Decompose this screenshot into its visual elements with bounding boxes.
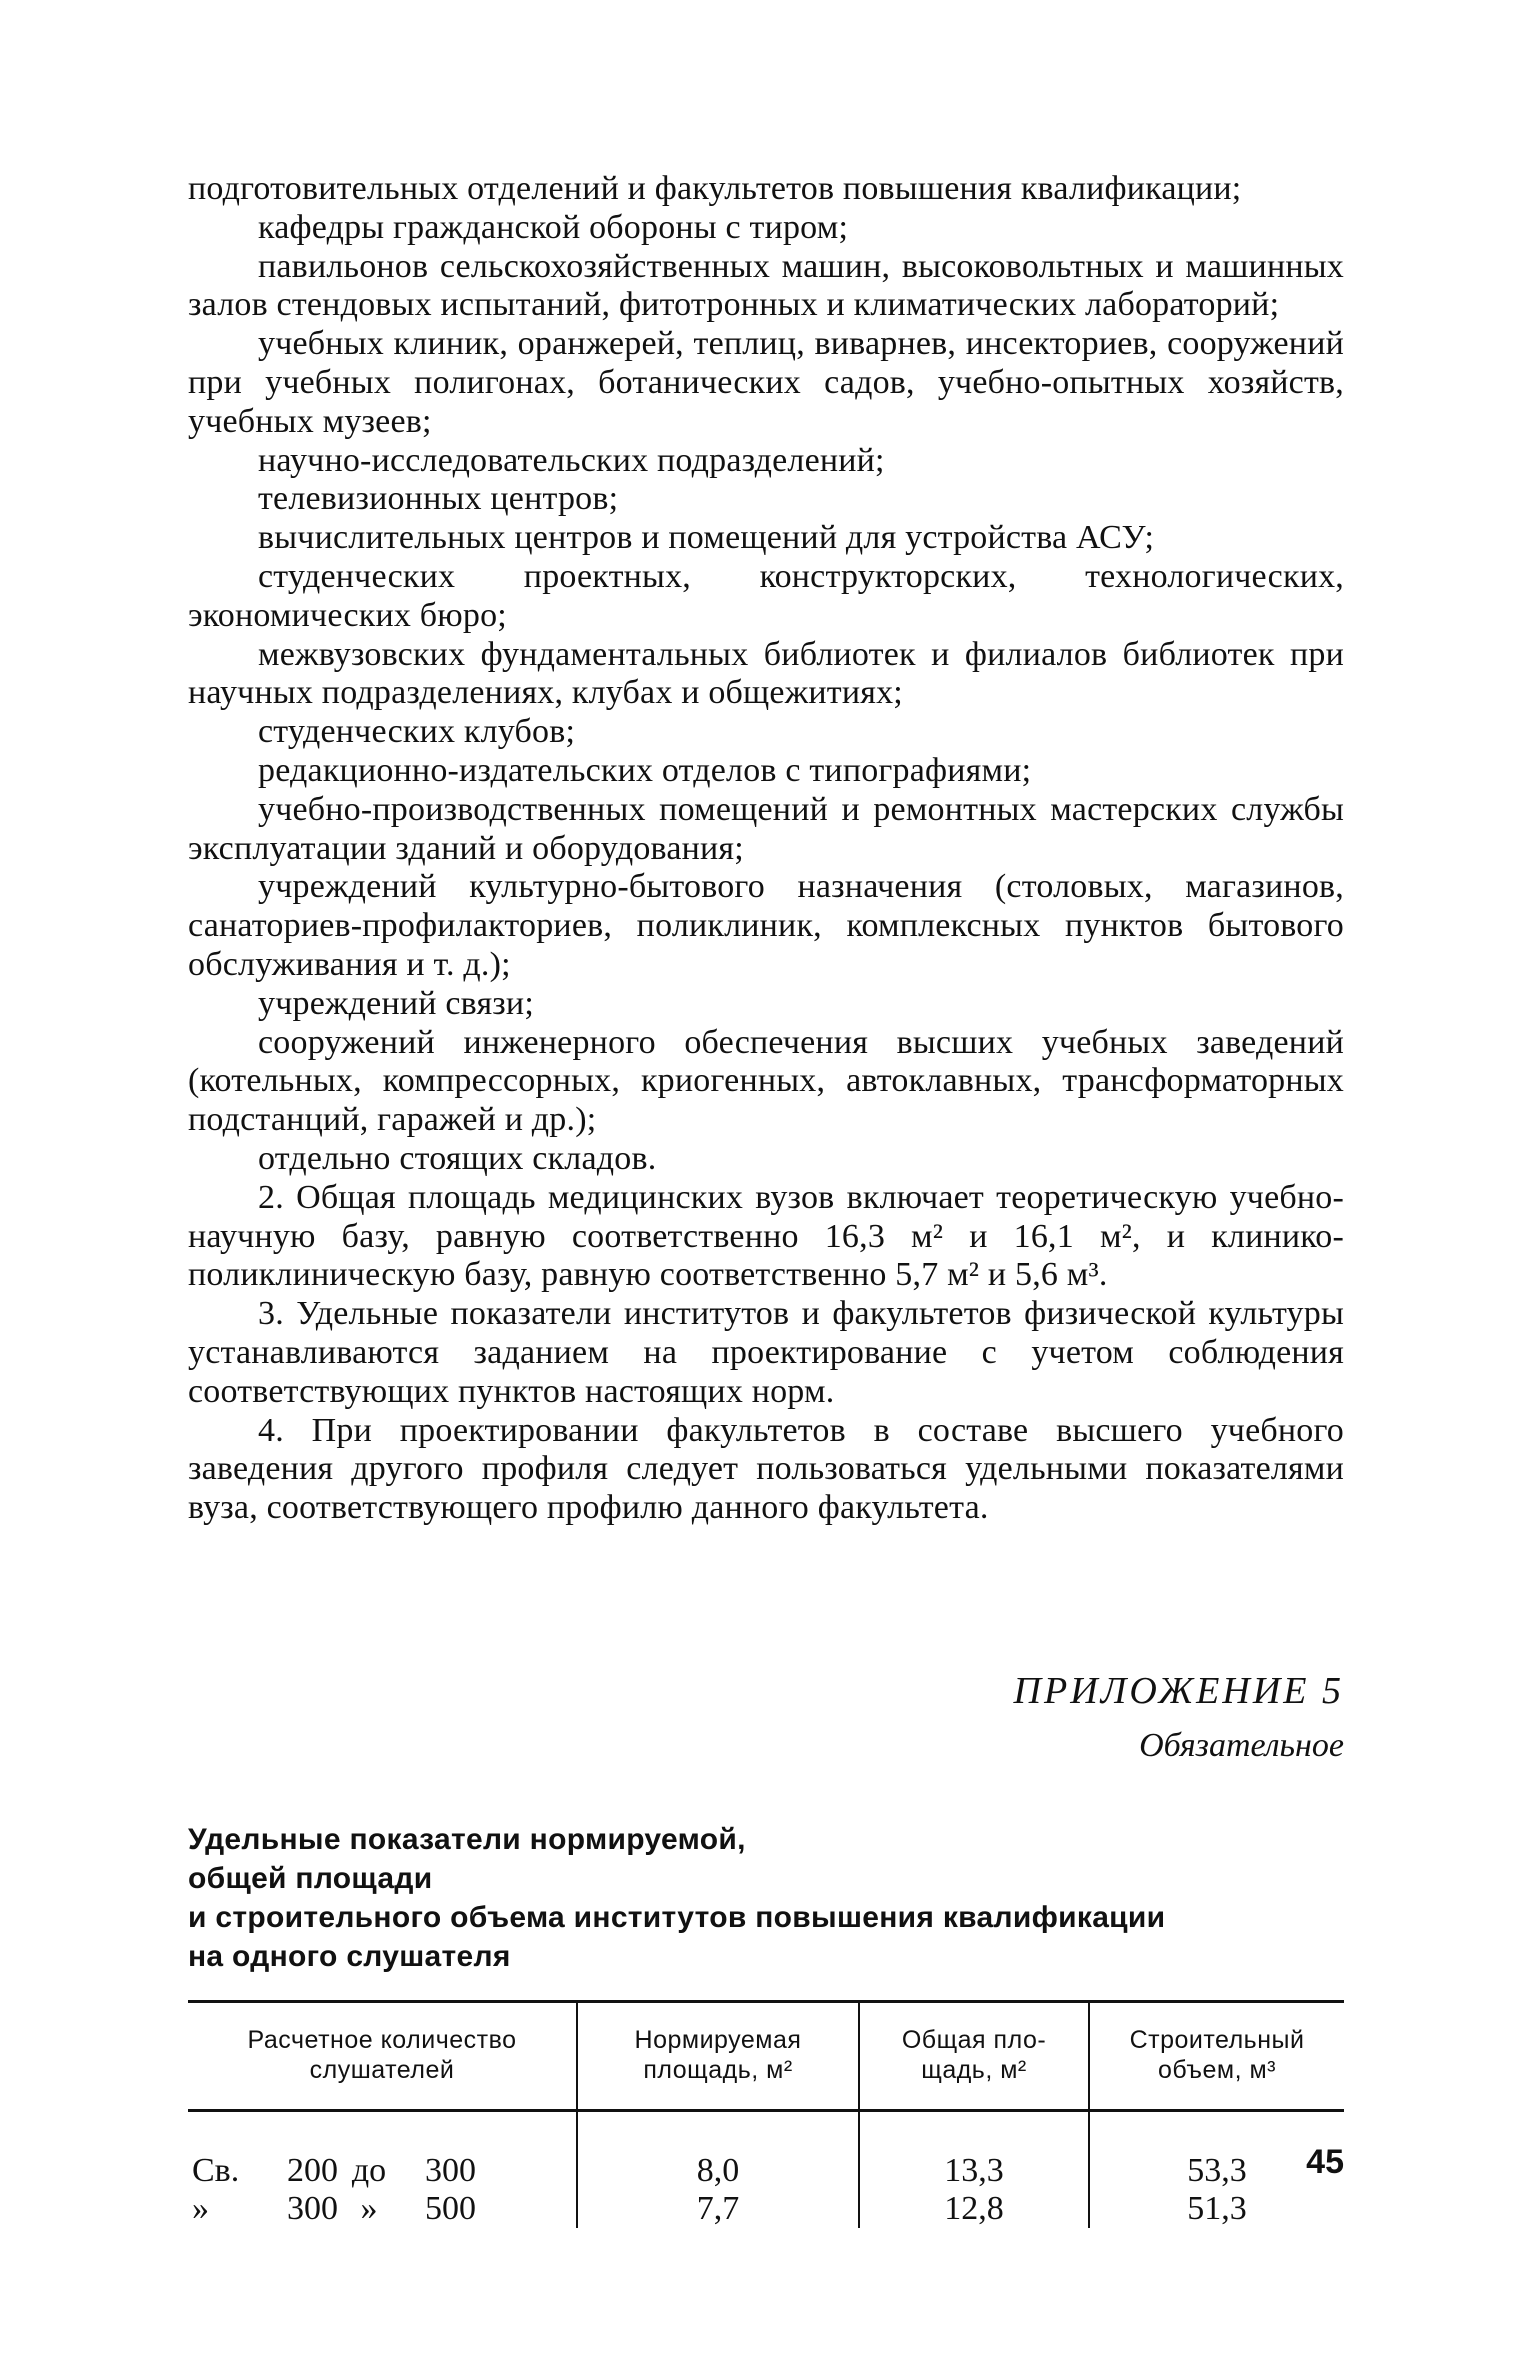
paragraph: редакционно-издательских отделов с типографиями; [258, 751, 1032, 789]
table-title-line: общей площади [188, 1861, 433, 1895]
table-title-line: на одного слушателя [188, 1939, 511, 1973]
paragraph: учреждений культурно-бытового назначения (столовых, магазинов, санаториев-профилакториев, поликлиник, комплексных пунктов бытового обслуживания и т. д.); [188, 868, 1344, 983]
normative-area-cell: 7,7 [577, 2190, 859, 2228]
paragraph: студенческих проектных, конструкторских, технологических, экономических бюро; [188, 557, 1344, 634]
paragraph: павильонов сельскохозяйственных машин, высоковольтных и машинных залов стендовых испытаний, фитотронных и климатических лабораторий; [188, 247, 1344, 324]
paragraph: учебно-производственных помещений и ремонтных мастерских службы эксплуатации зданий и оборудования; [188, 790, 1344, 867]
appendix-subtitle: Обязательное [1139, 1726, 1344, 1764]
header-total-area: Общая пло- щадь, м² [859, 2001, 1089, 2110]
table-title [188, 1820, 1344, 1976]
total-area-cell: 12,8 [859, 2190, 1089, 2228]
building-volume-cell: 51,3 [1089, 2190, 1344, 2228]
table-row [188, 2190, 1344, 2228]
table-row [188, 2110, 1344, 2190]
header-building-volume: Строительный объем, м³ [1089, 2001, 1344, 2110]
table-header-row [188, 2001, 1344, 2110]
listeners-range-cell: » 300 » 500 [192, 2189, 476, 2227]
document-page [188, 170, 1344, 2228]
body-text [188, 170, 1344, 1528]
paragraph: отдельно стоящих складов. [258, 1139, 657, 1177]
paragraph: студенческих клубов; [258, 713, 576, 751]
paragraph: 3. Удельные показатели институтов и факультетов физической культуры устанавливаются заданием на проектирование с учетом соблюдения соответствующих пунктов настоящих норм. [188, 1295, 1344, 1410]
appendix-heading [188, 1666, 1344, 1770]
table-title-line: Удельные показатели нормируемой, [188, 1822, 746, 1856]
normative-area-cell: 8,0 [577, 2110, 859, 2190]
paragraph: подготовительных отделений и факультетов повышения квалификации; [188, 170, 1242, 207]
paragraph: учебных клиник, оранжерей, теплиц, виварнев, инсекториев, сооружений при учебных полигонах, ботанических садов, учебно-опытных хозяйств, учебных музеев; [188, 325, 1344, 440]
header-listeners-count: Расчетное количество слушателей [188, 2001, 577, 2110]
building-volume-cell: 53,3 [1089, 2110, 1344, 2190]
listeners-range-cell: Св. 200 до 300 [192, 2151, 476, 2189]
paragraph: учреждений связи; [258, 984, 534, 1022]
page-number: 45 [1306, 2143, 1344, 2181]
paragraph: научно-исследовательских подразделений; [258, 441, 885, 479]
paragraph: 2. Общая площадь медицинских вузов включает теоретическую учебно-научную базу, равную соответственно 16,3 м² и 16,1 м², и клинико-поликлиническую базу, равную соответственно 5,7 м² и 5,6 м³. [188, 1178, 1344, 1294]
paragraph: телевизионных центров; [258, 480, 619, 518]
paragraph: 4. При проектировании факультетов в составе высшего учебного заведения другого профиля следует пользоваться удельными показателями вуза, соответствующего профилю данного факультета. [188, 1411, 1344, 1527]
table-title-line: и строительного объема институтов повышения квалификации [188, 1900, 1166, 1934]
paragraph: сооружений инженерного обеспечения высших учебных заведений (котельных, компрессорных, криогенных, автоклавных, трансформаторных подстанций, гаражей и др.); [188, 1023, 1344, 1139]
header-normative-area: Нормируемая площадь, м² [577, 2001, 859, 2110]
paragraph: кафедры гражданской обороны с тиром; [258, 208, 849, 246]
paragraph: вычислительных центров и помещений для устройства АСУ; [258, 519, 1155, 557]
paragraph: межвузовских фундаментальных библиотек и филиалов библиотек при научных подразделениях, клубах и общежитиях; [188, 635, 1344, 712]
data-table [188, 2000, 1344, 2228]
total-area-cell: 13,3 [859, 2110, 1089, 2190]
appendix-title: ПРИЛОЖЕНИЕ 5 [1013, 1669, 1344, 1712]
